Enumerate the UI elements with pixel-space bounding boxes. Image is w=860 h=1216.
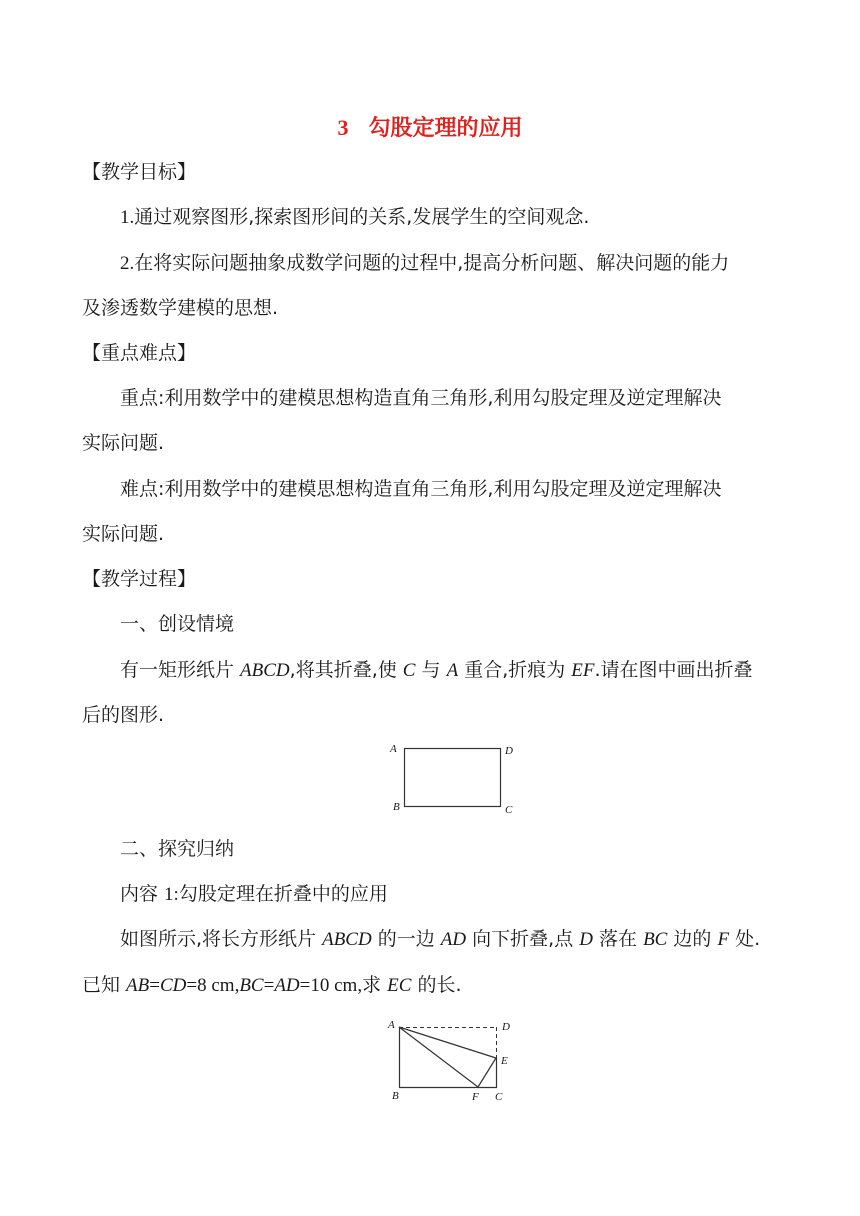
title-text: 勾股定理的应用	[368, 116, 523, 141]
fig1-label-a: A	[390, 743, 397, 755]
rectangle-shape	[405, 749, 501, 807]
objective-2-line1: 2.在将实际问题抽象成数学问题的过程中,提高分析问题、解决问题的能力	[120, 252, 730, 274]
section-process-heading: 【教学过程】	[82, 568, 197, 590]
step1-paragraph-line1: 有一矩形纸片 ABCD,将其折叠,使 C 与 A 重合,折痕为 EF.请在图中画出折叠	[120, 659, 753, 681]
fig1-label-b: B	[393, 801, 400, 813]
keypoint-line2: 实际问题.	[82, 432, 165, 454]
fig2-label-e: E	[501, 1055, 508, 1067]
objective-2-line2: 及渗透数学建模的思想.	[82, 297, 279, 319]
step1-paragraph-line2: 后的图形.	[82, 704, 165, 726]
figure-rectangle-abcd	[384, 738, 524, 818]
title-number: 3	[337, 115, 349, 140]
difficulty-line1: 难点:利用数学中的建模思想构造直角三角形,利用勾股定理及逆定理解决	[120, 478, 722, 500]
figure-folded-rectangle	[380, 1014, 520, 1106]
fig2-label-a: A	[388, 1019, 395, 1031]
fold-line-ae	[399, 1027, 496, 1058]
line-fe	[478, 1058, 496, 1087]
step1-heading: 一、创设情境	[120, 613, 235, 635]
problem-line1: 如图所示,将长方形纸片 ABCD 的一边 AD 向下折叠,点 D 落在 BC 边的 F 处.	[120, 928, 761, 950]
fig2-label-d: D	[502, 1021, 510, 1033]
fig1-label-c: C	[505, 804, 513, 816]
section-objectives-heading: 【教学目标】	[82, 161, 197, 183]
line-af	[399, 1027, 478, 1087]
step2-heading: 二、探究归纳	[120, 838, 235, 860]
fig2-label-b: B	[392, 1090, 399, 1102]
objective-1: 1.通过观察图形,探索图形间的关系,发展学生的空间观念.	[120, 206, 590, 228]
difficulty-line2: 实际问题.	[82, 523, 165, 545]
keypoint-line1: 重点:利用数学中的建模思想构造直角三角形,利用勾股定理及逆定理解决	[120, 387, 722, 409]
fig2-label-c: C	[495, 1091, 503, 1103]
page-title	[0, 114, 860, 143]
fig2-label-f: F	[472, 1091, 479, 1103]
section-keypoints-heading: 【重点难点】	[82, 342, 197, 364]
problem-line2: 已知 AB=CD=8 cm,BC=AD=10 cm,求 EC 的长.	[82, 974, 462, 996]
content1-heading: 内容 1:勾股定理在折叠中的应用	[120, 883, 388, 905]
fig1-label-d: D	[505, 745, 513, 757]
